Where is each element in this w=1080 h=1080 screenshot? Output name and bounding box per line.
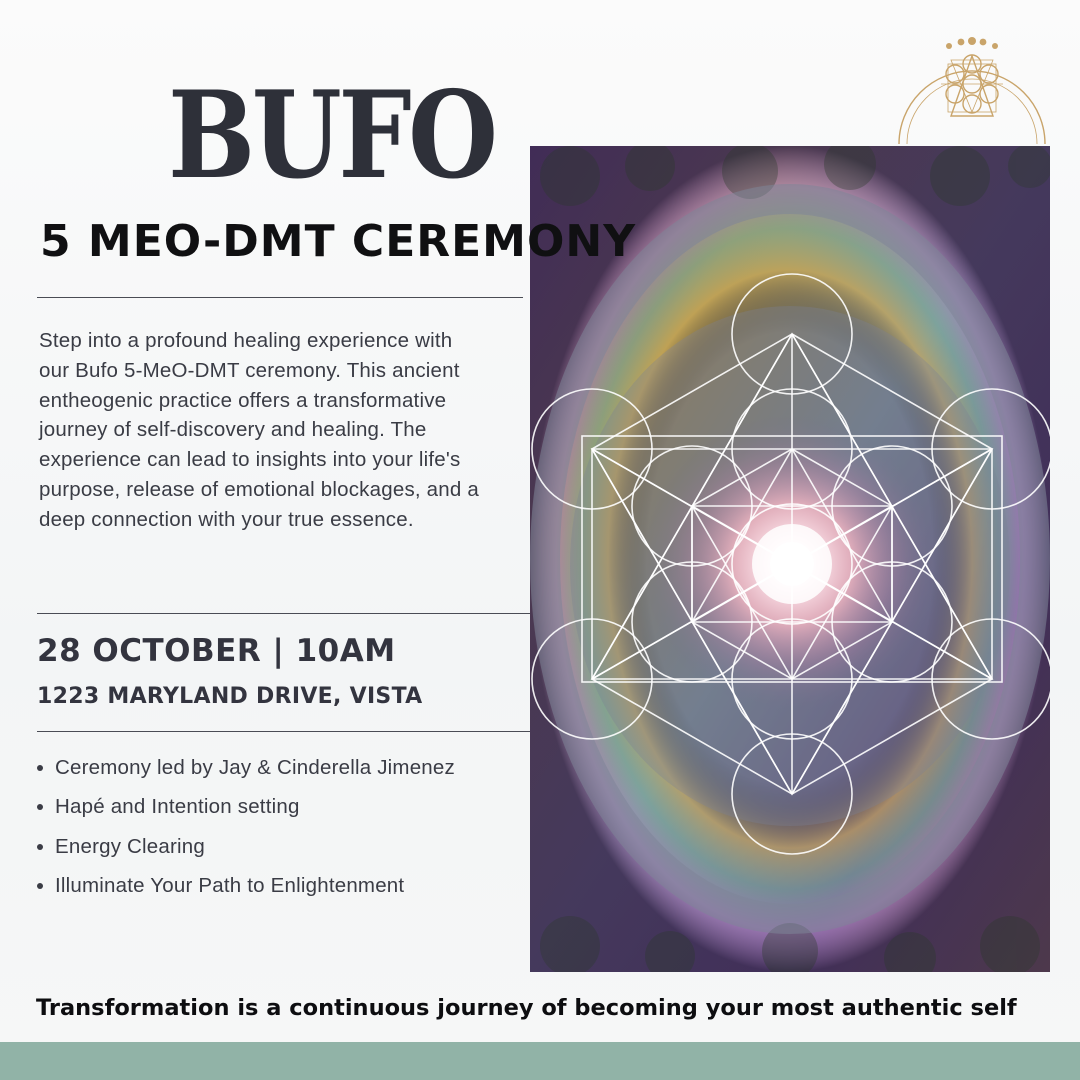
bullet-icon: [37, 765, 43, 771]
bullet-icon: [37, 883, 43, 889]
divider: [37, 731, 530, 732]
list-item: [37, 868, 527, 907]
list-item: [37, 829, 527, 868]
event-date-time: 28 OCTOBER | 10AM: [37, 633, 396, 669]
list-item-text: Ceremony led by Jay & Cinderella Jimenez: [55, 756, 455, 779]
list-item-text: Energy Clearing: [55, 834, 205, 858]
list-item: [37, 789, 527, 828]
list-item-text: Illuminate Your Path to Enlightenment: [55, 873, 405, 897]
bullet-icon: [37, 804, 43, 810]
list-item: [37, 750, 527, 789]
highlights-list: [37, 750, 527, 907]
event-title: BUFO: [168, 65, 495, 206]
event-subtitle: 5 MEO-DMT CEREMONY: [40, 216, 637, 267]
divider: [37, 297, 523, 298]
tagline: Transformation is a continuous journey of becoming your most authentic self: [36, 995, 1017, 1021]
event-description: Step into a profound healing experience with our Bufo 5-MeO-DMT ceremony. This ancient entheogenic practice offers a transformative journey of self-discovery and healing. The experience can lead to insights into your life's purpose, release of emotional blockages, and a deep connection with your true essence.: [39, 329, 479, 531]
footer-band: [0, 1042, 1080, 1080]
event-address: 1223 MARYLAND DRIVE, VISTA: [37, 684, 423, 709]
bullet-icon: [37, 844, 43, 850]
logo-icon: [893, 26, 1051, 144]
divider: [37, 613, 530, 614]
list-item-text: Hapé and Intention setting: [55, 795, 300, 819]
